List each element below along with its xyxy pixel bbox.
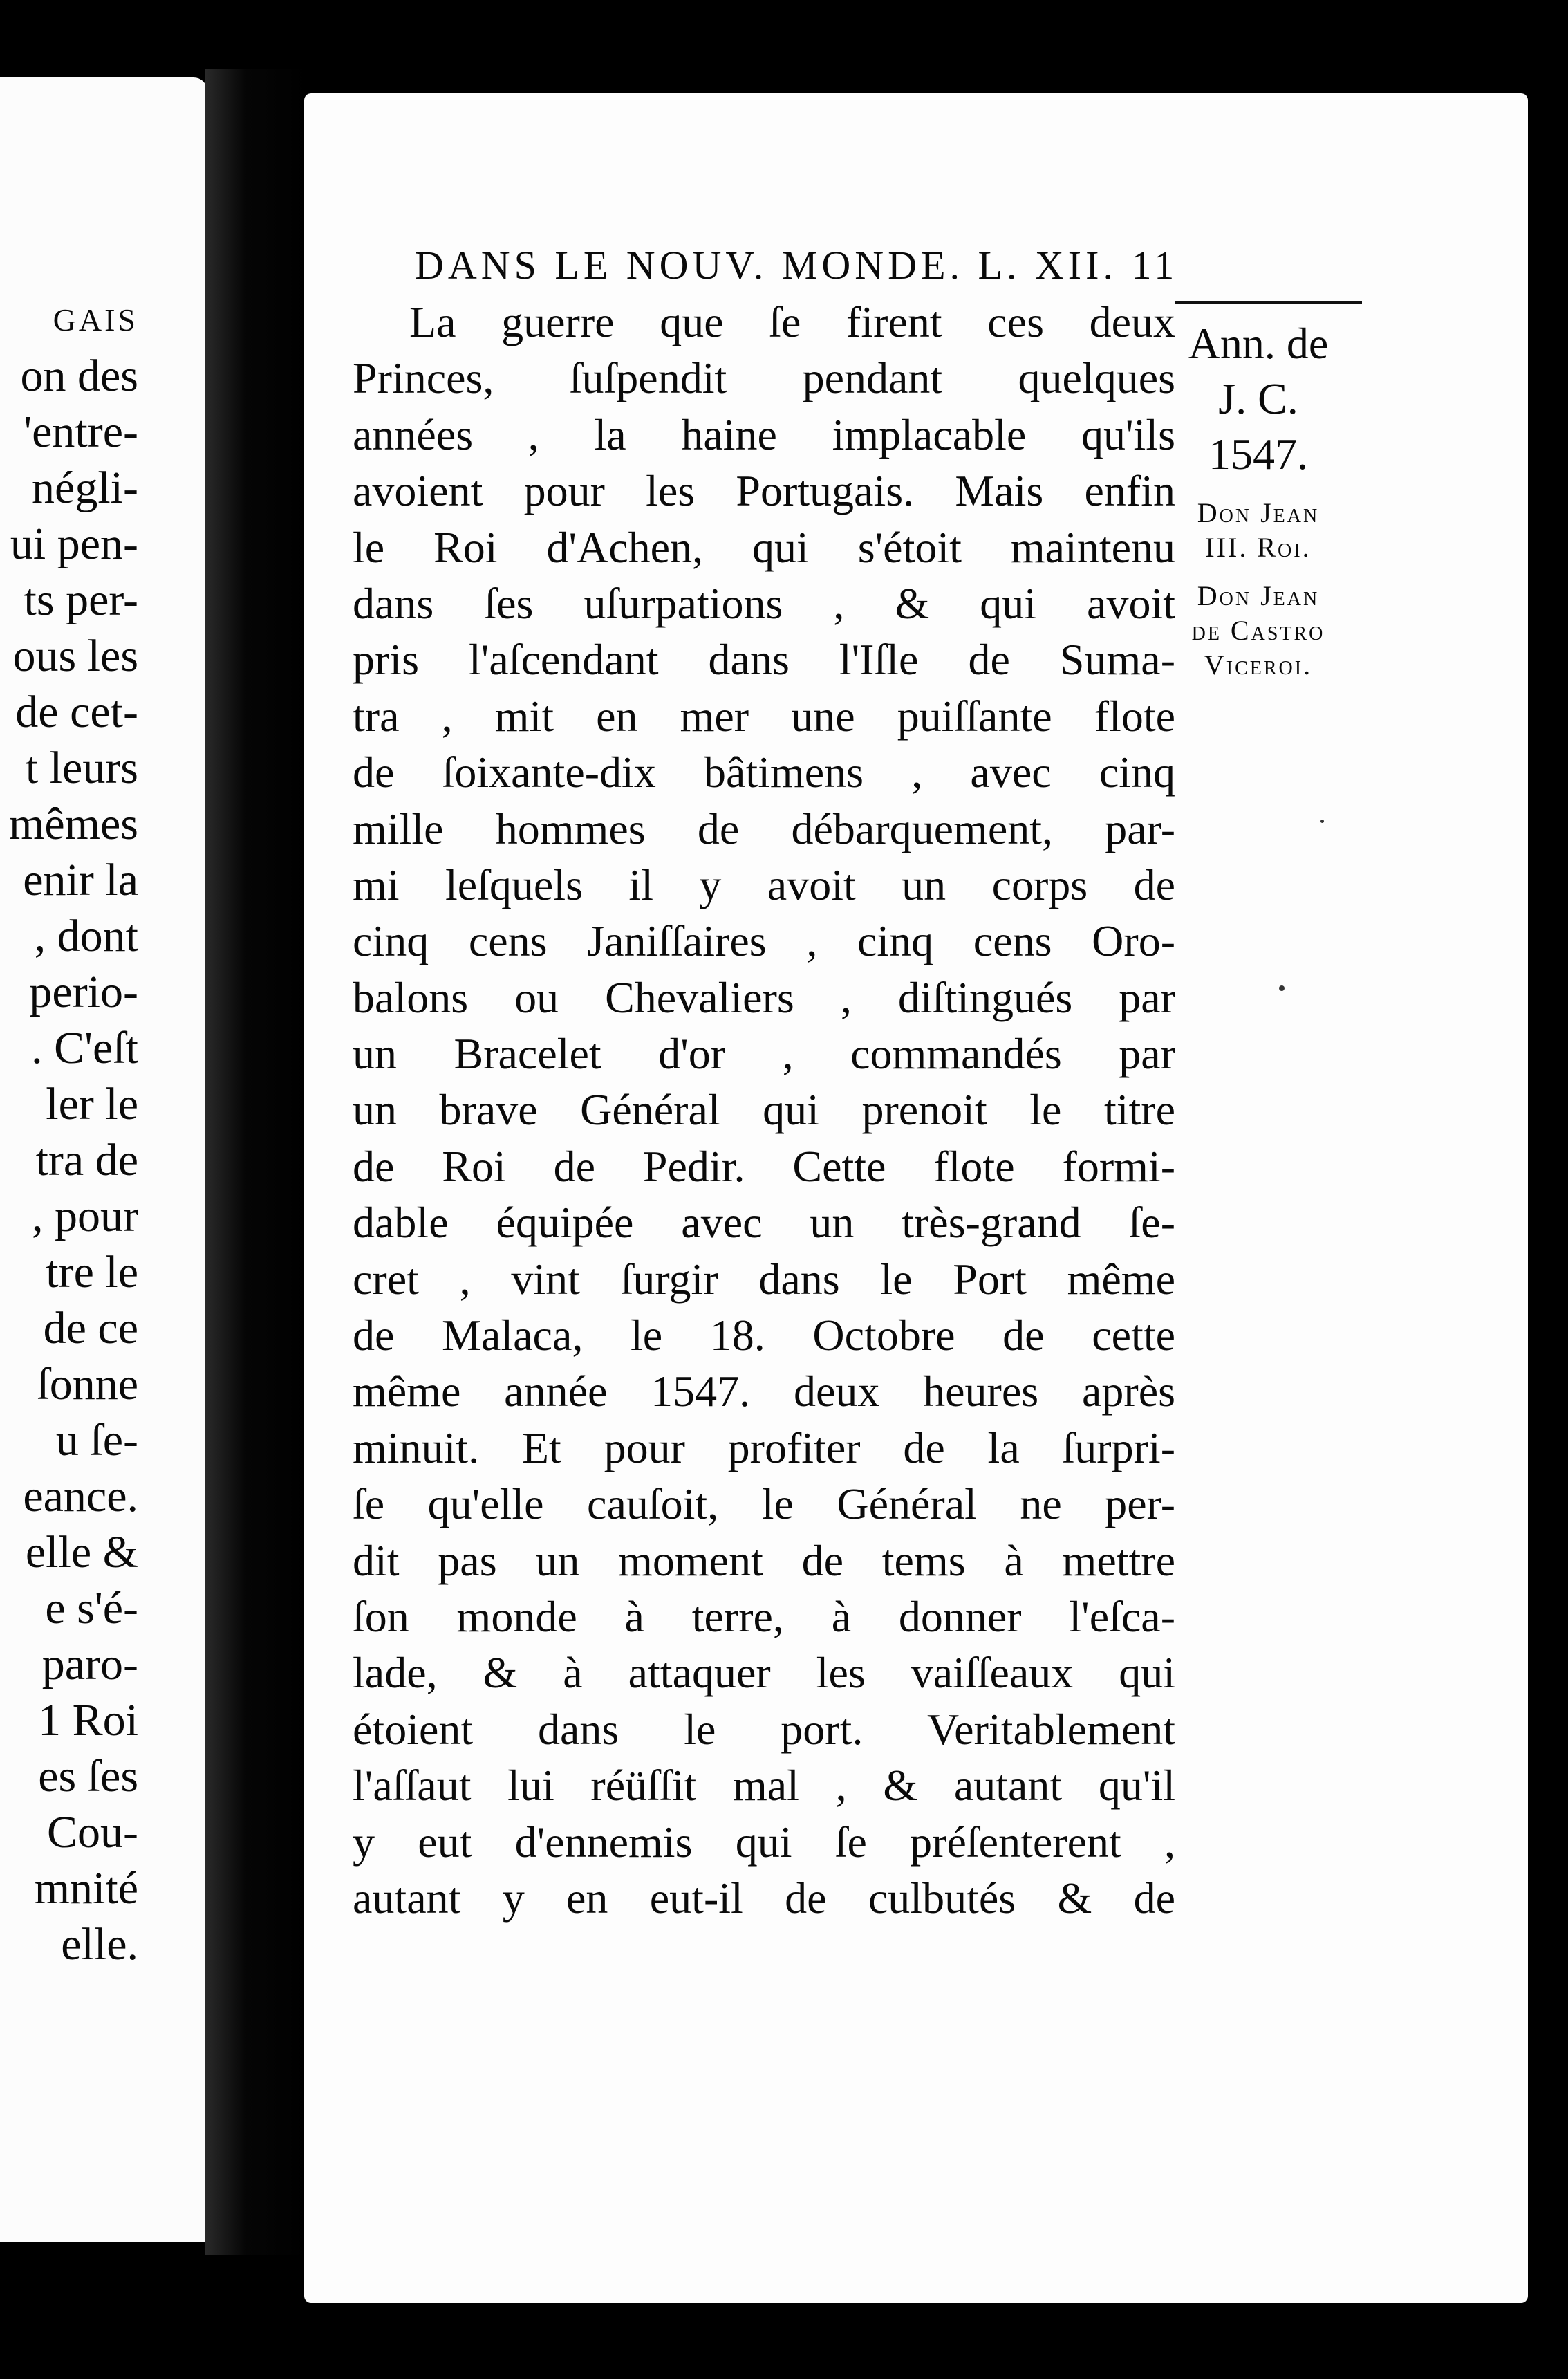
margin-viceroy-line: Don Jean bbox=[1197, 580, 1320, 611]
text-line: de Malaca, le 18. Octobre de cette bbox=[353, 1311, 1175, 1360]
body-text bbox=[353, 294, 1175, 1926]
left-page-line: es ſes bbox=[38, 1751, 138, 1802]
text-line: pris l'aſcendant dans l'Iſle de Suma- bbox=[353, 635, 1175, 685]
left-page-line: elle. bbox=[61, 1919, 138, 1970]
text-line: lade, & à attaquer les vaiſſeaux qui bbox=[353, 1648, 1175, 1698]
left-page-line: , pour bbox=[32, 1191, 138, 1241]
text-line: dans ſes uſurpations , & qui avoit bbox=[353, 578, 1175, 628]
text-line: cret , vint ſurgir dans le Port même bbox=[353, 1254, 1175, 1304]
right-page bbox=[304, 93, 1528, 2303]
left-page-line: elle & bbox=[25, 1527, 138, 1577]
text-line: autant y en eut-il de culbutés & de bbox=[353, 1873, 1175, 1923]
text-line: un Bracelet d'or , commandés par bbox=[353, 1029, 1175, 1079]
left-page-line: t leurs bbox=[25, 743, 138, 793]
text-line: avoient pour les Portugais. Mais enfin bbox=[353, 466, 1175, 516]
left-page-line: mnité bbox=[34, 1863, 138, 1914]
text-line: minuit. Et pour profiter de la ſurpri- bbox=[353, 1423, 1175, 1472]
text-line: un brave Général qui prenoit le titre bbox=[353, 1085, 1175, 1135]
margin-viceroy-line: Viceroi. bbox=[1204, 649, 1313, 681]
left-page-line: de ce bbox=[43, 1303, 138, 1353]
left-page-line: 'entre- bbox=[24, 407, 138, 457]
left-page-line: ſonne bbox=[37, 1359, 138, 1409]
text-line: ſon monde à terre, à donner l'eſca- bbox=[353, 1591, 1175, 1641]
left-page-line: paro- bbox=[41, 1639, 138, 1690]
margin-rule bbox=[1175, 301, 1362, 304]
left-page-line: ui pen- bbox=[10, 519, 138, 569]
margin-viceroy-line: de Castro bbox=[1191, 615, 1325, 646]
text-line: tra , mit en mer une puiſſante flote bbox=[353, 691, 1175, 741]
left-page-line: de cet- bbox=[15, 687, 138, 737]
text-line: de ſoixante-dix bâtimens , avec cinq bbox=[353, 748, 1175, 797]
text-line: étoient dans le port. Veritablement bbox=[353, 1704, 1175, 1754]
paper-speck bbox=[1279, 985, 1285, 991]
left-page-line: GAIS bbox=[53, 302, 138, 337]
left-page-line: on des bbox=[20, 351, 138, 401]
left-facing-page bbox=[0, 77, 207, 2242]
left-page-line: u ſe- bbox=[55, 1415, 138, 1465]
left-page-line: . C'eſt bbox=[31, 1023, 138, 1073]
left-page-line: Cou- bbox=[47, 1807, 138, 1858]
paper-speck bbox=[1320, 820, 1324, 823]
text-line: y eut d'ennemis qui ſe préſenterent , bbox=[353, 1817, 1175, 1867]
left-page-line: ous les bbox=[12, 631, 138, 681]
text-line: le Roi d'Achen, qui s'étoit maintenu bbox=[353, 522, 1175, 572]
text-line: même année 1547. deux heures après bbox=[353, 1367, 1175, 1416]
text-line: de Roi de Pedir. Cette flote formi- bbox=[353, 1141, 1175, 1191]
text-line: mille hommes de débarquement, par- bbox=[353, 804, 1175, 853]
text-line: l'aſſaut lui réüſſit mal , & autant qu'il bbox=[353, 1761, 1175, 1811]
text-line: ſe qu'elle cauſoit, le Général ne per- bbox=[353, 1479, 1175, 1529]
text-line: balons ou Chevaliers , diſtingués par bbox=[353, 972, 1175, 1022]
margin-year-label: Ann. de bbox=[1188, 319, 1329, 368]
left-page-line: tra de bbox=[35, 1135, 138, 1185]
book-gutter-shadow bbox=[205, 69, 308, 2255]
left-page-line: perio- bbox=[29, 967, 138, 1017]
text-line: La guerre que ſe firent ces deux bbox=[409, 297, 1175, 346]
left-page-text bbox=[0, 292, 207, 1972]
text-line: cinq cens Janiſſaires , cinq cens Oro- bbox=[353, 916, 1175, 966]
left-page-line: ler le bbox=[46, 1079, 138, 1129]
margin-year: 1547. bbox=[1208, 429, 1308, 479]
left-page-line: e s'é- bbox=[45, 1583, 138, 1633]
text-line: mi leſquels il y avoit un corps de bbox=[353, 860, 1175, 909]
left-page-line: eance. bbox=[23, 1471, 138, 1521]
text-line: Princes, ſuſpendit pendant quelques bbox=[353, 353, 1175, 403]
text-line: dit pas un moment de tems à mettre bbox=[353, 1535, 1175, 1585]
left-page-line: tre le bbox=[46, 1247, 138, 1297]
margin-king-line: Don Jean bbox=[1197, 497, 1320, 528]
text-line: années , la haine implacable qu'ils bbox=[353, 409, 1175, 459]
margin-note bbox=[1155, 301, 1362, 683]
left-page-line: , dont bbox=[34, 911, 138, 961]
left-page-line: enir la bbox=[23, 855, 138, 905]
margin-king-line: III. Roi. bbox=[1205, 532, 1312, 563]
text-line: dable équipée avec un très-grand ſe- bbox=[353, 1198, 1175, 1248]
left-page-line: mêmes bbox=[9, 799, 138, 849]
left-page-line: 1 Roi bbox=[38, 1695, 138, 1746]
left-page-line: négli- bbox=[32, 463, 138, 513]
margin-era-label: J. C. bbox=[1218, 374, 1298, 423]
running-head: DANS LE NOUV. MONDE. L. XII. 11 bbox=[415, 243, 1179, 288]
left-page-line: ts per- bbox=[24, 575, 138, 625]
